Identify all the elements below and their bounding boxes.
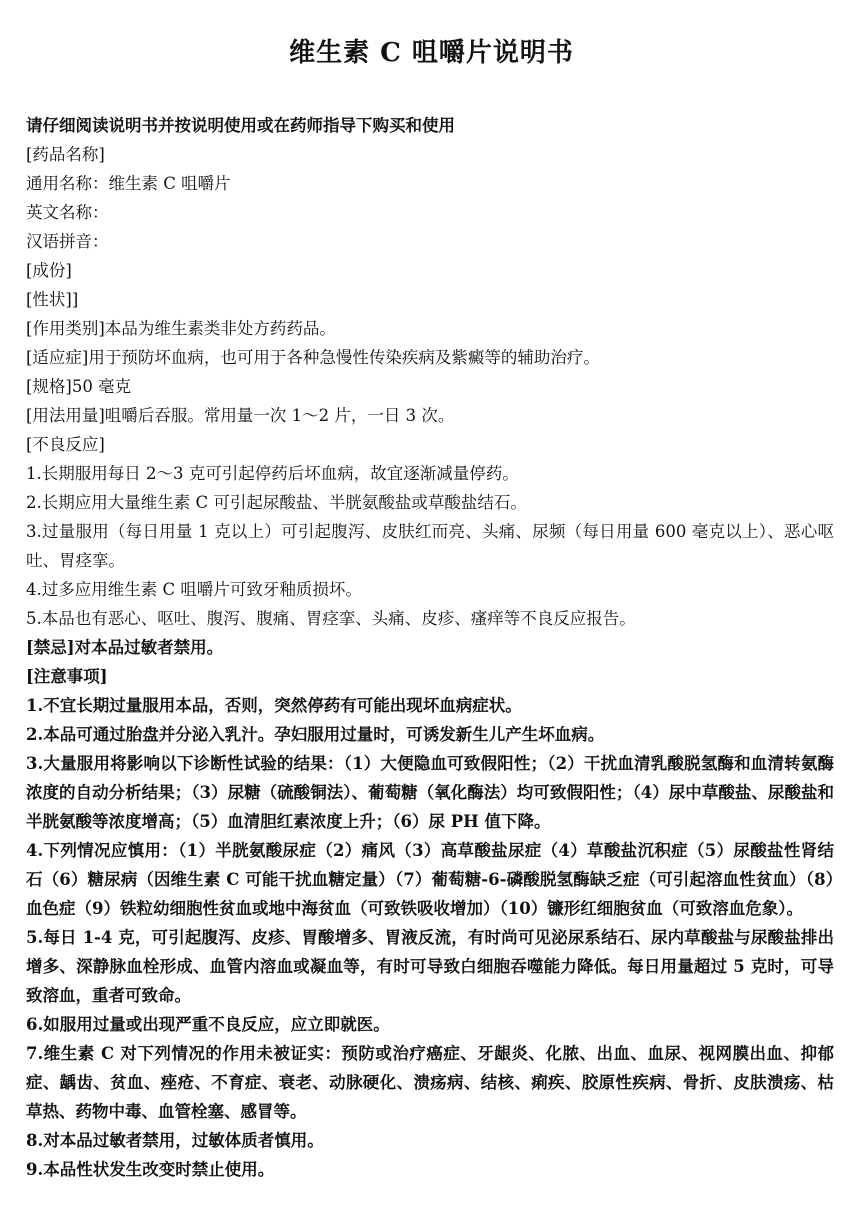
precaution-item: 9.本品性状发生改变时禁止使用。 (26, 1160, 275, 1179)
adverse-reaction-item: 5.本品也有恶心、呕吐、腹泻、腹痛、胃痉挛、头痛、皮疹、瘙痒等不良反应报告。 (26, 609, 636, 628)
precaution-item: 7.维生素 C 对下列情况的作用未被证实：预防或治疗癌症、牙龈炎、化脓、出血、血尿、视网膜出血、抑郁症、龋齿、贫血、痤疮、不育症、衰老、动脉硬化、溃疡病、结核、痢疾、胶原性疾病、骨折、皮肤溃疡、枯草热、药物中毒、血管栓塞、感冒等。 (26, 1044, 834, 1121)
section-properties-heading: [性状]] (26, 290, 79, 309)
precaution-item: 5.每日 1-4 克，可引起腹泻、皮疹、胃酸增多、胃液反流，有时尚可见泌尿系结石、尿内草酸盐与尿酸盐排出增多、深静脉血栓形成、血管内溶血或凝血等，有时可导致白细胞吞噬能力降低。每日用量超过 5 克时，可导致溶血，重者可致命。 (26, 928, 834, 1005)
section-drug-name-heading: [药品名称] (26, 145, 105, 164)
contraindications-paragraph: [禁忌]对本品过敏者禁用。 (26, 638, 224, 657)
document-title: 维生素 C 咀嚼片说明书 (289, 38, 574, 68)
precaution-item: 6.如服用过量或出现严重不良反应，应立即就医。 (26, 1015, 390, 1034)
english-name: 英文名称： (26, 203, 109, 222)
specification-paragraph: [规格]50 毫克 (26, 377, 132, 396)
section-precautions-heading: [注意事项] (26, 667, 108, 686)
generic-name: 通用名称：维生素 C 咀嚼片 (26, 174, 231, 193)
adverse-reaction-item: 4.过多应用维生素 C 咀嚼片可致牙釉质损坏。 (26, 580, 362, 599)
pinyin-name: 汉语拼音： (26, 232, 109, 251)
adverse-reaction-item: 1.长期服用每日 2～3 克可引起停药后坏血病，故宜逐渐减量停药。 (26, 464, 519, 483)
adverse-reaction-item: 2.长期应用大量维生素 C 可引起尿酸盐、半胱氨酸盐或草酸盐结石。 (26, 493, 527, 512)
adverse-reaction-item: 3.过量服用（每日用量 1 克以上）可引起腹泻、皮肤红而亮、头痛、尿频（每日用量 600 毫克以上）、恶心呕吐、胃痉挛。 (26, 522, 834, 570)
section-adverse-reactions-heading: [不良反应] (26, 435, 105, 454)
indications-paragraph: [适应症]用于预防坏血病，也可用于各种急慢性传染疾病及紫癜等的辅助治疗。 (26, 348, 600, 367)
precaution-item: 1.不宜长期过量服用本品，否则，突然停药有可能出现坏血病症状。 (26, 696, 522, 715)
section-ingredients-heading: [成份] (26, 261, 72, 280)
precaution-item: 2.本品可通过胎盘并分泌入乳汁。孕妇服用过量时，可诱发新生儿产生坏血病。 (26, 725, 605, 744)
document-body (26, 111, 834, 1184)
instruction-notice: 请仔细阅读说明书并按说明使用或在药师指导下购买和使用 (26, 116, 455, 135)
dosage-paragraph: [用法用量]咀嚼后吞服。常用量一次 1～2 片，一日 3 次。 (26, 406, 455, 425)
precaution-item: 3.大量服用将影响以下诊断性试验的结果：（1）大便隐血可致假阳性；（2）干扰血清乳酸脱氢酶和血清转氨酶浓度的自动分析结果；（3）尿糖（硫酸铜法）、葡萄糖（氧化酶法）均可致假阳性；（4）尿中草酸盐、尿酸盐和半胱氨酸等浓度增高；（5）血清胆红素浓度上升；（6）尿 PH 值下降。 (26, 754, 834, 831)
category-paragraph: [作用类别]本品为维生素类非处方药药品。 (26, 319, 336, 338)
precaution-item: 8.对本品过敏者禁用，过敏体质者慎用。 (26, 1131, 324, 1150)
precaution-item: 4.下列情况应慎用：（1）半胱氨酸尿症（2）痛风（3）高草酸盐尿症（4）草酸盐沉积症（5）尿酸盐性肾结石（6）糖尿病（因维生素 C 可能干扰血糖定量）（7）葡萄糖-6-磷酸脱氢酶缺乏症（可引起溶血性贫血）（8）血色症（9）铁粒幼细胞性贫血或地中海贫血（可致铁吸收增加）（10）镰形红细胞贫血（可致溶血危象）。 (26, 841, 834, 918)
